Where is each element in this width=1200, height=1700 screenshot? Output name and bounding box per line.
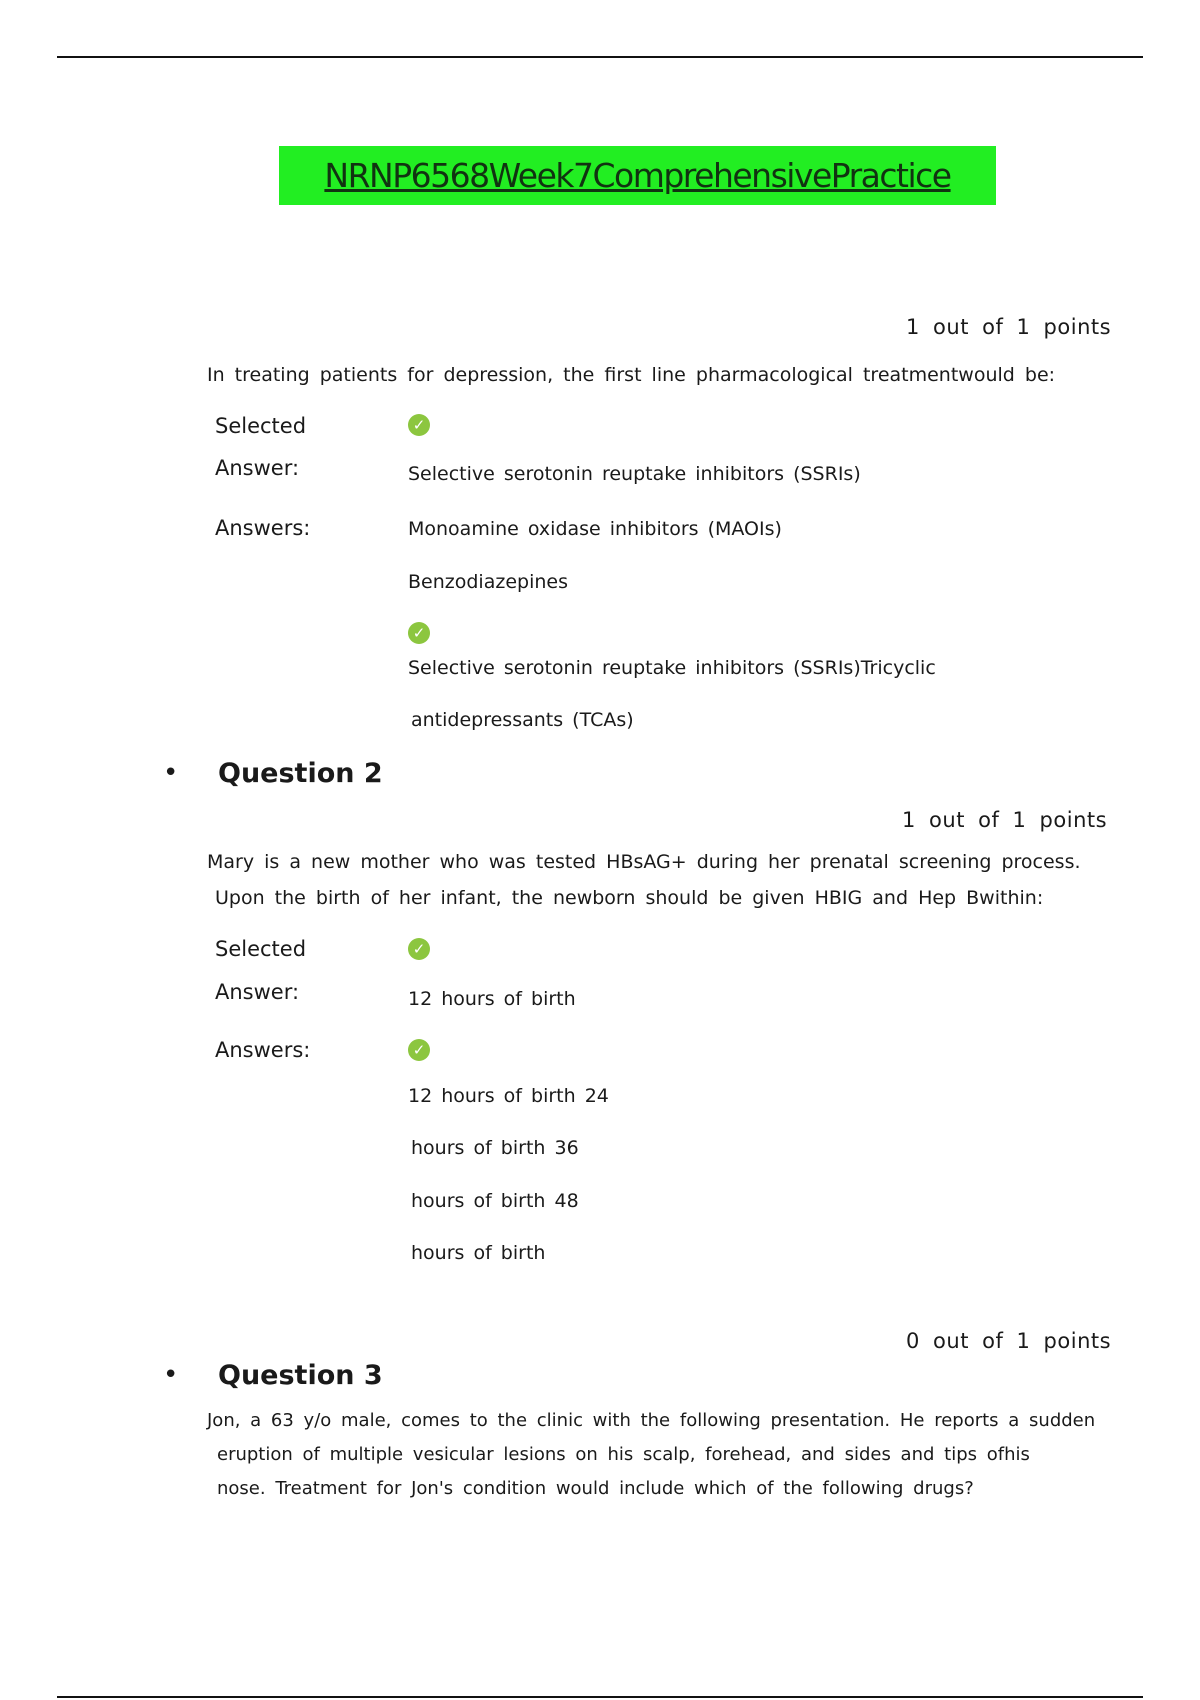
q1-selected-label: Selected <box>215 414 307 438</box>
bottom-rule <box>57 1696 1143 1698</box>
q2-question-text-line2: Upon the birth of her infant, the newborn should be given HBIG and Hep Bwithin: <box>215 887 1044 909</box>
q2-answer-option: 12 hours of birth 24 <box>408 1085 609 1107</box>
q2-answer-option: hours of birth 48 <box>411 1190 579 1212</box>
q3-heading: Question 3 <box>218 1360 383 1391</box>
q1-points: 1 out of 1 points <box>906 315 1112 339</box>
q1-answer-label: Answer: <box>215 456 300 480</box>
q2-answer-option: hours of birth <box>411 1242 546 1264</box>
document-title: NRNP6568Week7ComprehensivePractice <box>279 146 996 205</box>
q3-question-text-line2: eruption of multiple vesicular lesions on his scalp, forehead, and sides and tips ofhis <box>217 1444 1030 1465</box>
q2-bullet: • <box>163 758 179 788</box>
top-rule <box>57 56 1143 58</box>
check-circle-icon: ✓ <box>408 622 430 644</box>
q3-bullet: • <box>163 1360 179 1390</box>
q1-answer-option: Monoamine oxidase inhibitors (MAOIs) <box>408 518 782 540</box>
q2-selected-label: Selected <box>215 937 307 961</box>
q1-answer-option: antidepressants (TCAs) <box>411 709 634 731</box>
q1-question-text: In treating patients for depression, the first line pharmacological treatmentwould be: <box>207 364 1056 386</box>
check-circle-icon: ✓ <box>408 414 430 436</box>
q1-selected-answer: Selective serotonin reuptake inhibitors (SSRIs) <box>408 463 861 485</box>
q2-question-text-line1: Mary is a new mother who was tested HBsAG+ during her prenatal screening process. <box>207 851 1081 873</box>
q2-answers-label: Answers: <box>215 1038 311 1062</box>
check-circle-icon: ✓ <box>408 1039 430 1061</box>
q2-heading: Question 2 <box>218 758 383 789</box>
q2-answer-option: hours of birth 36 <box>411 1137 579 1159</box>
q3-points: 0 out of 1 points <box>906 1329 1112 1353</box>
q1-answer-option: Selective serotonin reuptake inhibitors (SSRIs)Tricyclic <box>408 657 936 679</box>
q2-selected-answer: 12 hours of birth <box>408 988 576 1010</box>
check-circle-icon: ✓ <box>408 938 430 960</box>
q1-answers-label: Answers: <box>215 516 311 540</box>
q3-question-text-line3: nose. Treatment for Jon's condition would include which of the following drugs? <box>217 1478 974 1499</box>
q2-answer-label: Answer: <box>215 980 300 1004</box>
q2-points: 1 out of 1 points <box>902 808 1108 832</box>
q1-answer-option: Benzodiazepines <box>408 571 568 593</box>
q3-question-text-line1: Jon, a 63 y/o male, comes to the clinic with the following presentation. He reports a sudden <box>207 1410 1096 1431</box>
